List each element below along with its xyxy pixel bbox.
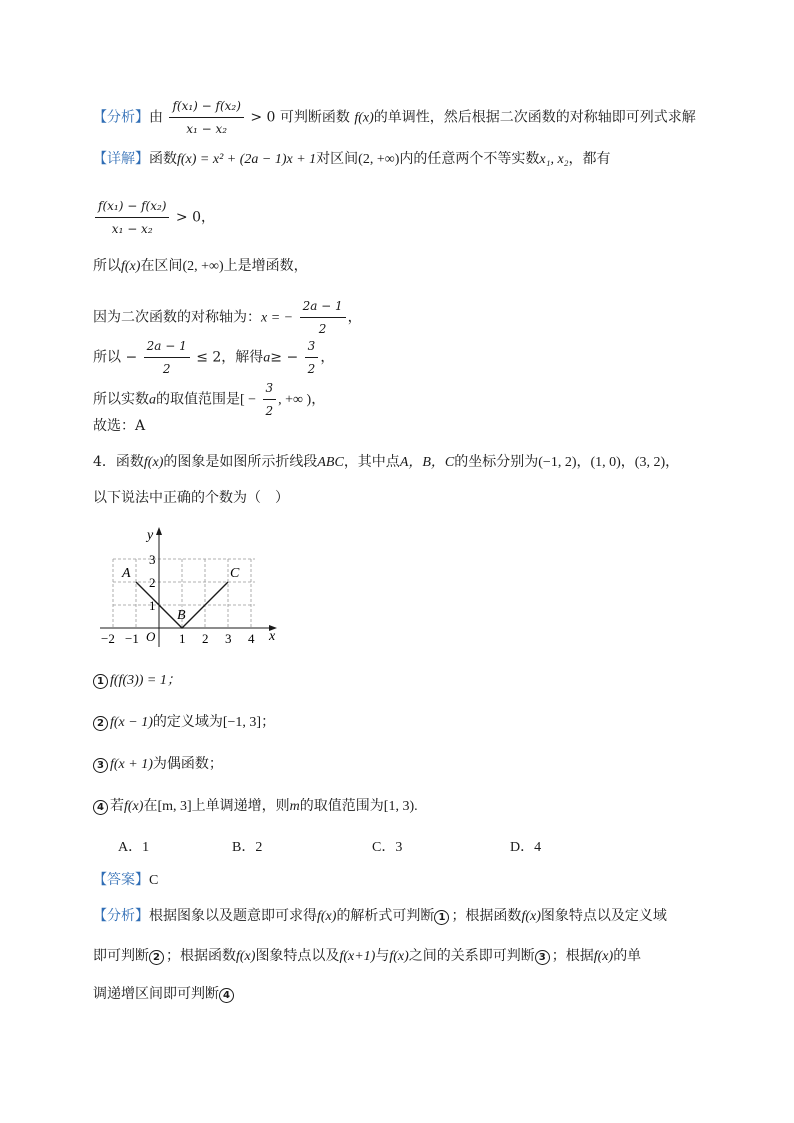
- option-c[interactable]: C．3: [372, 840, 403, 855]
- step3-text2: ≤ 2，解得: [196, 349, 264, 366]
- point-label-c: C: [230, 566, 240, 581]
- answer-tag: 【答案】: [93, 872, 149, 888]
- step2-lhs: x = −: [261, 310, 294, 326]
- step2-tail: ，: [347, 309, 362, 326]
- analysis2-fx1: f(x+1): [339, 949, 376, 964]
- statement-3-fx: f(x + 1): [110, 757, 153, 772]
- circled-number: 1: [434, 910, 449, 925]
- step1-text2: 在区间: [140, 258, 183, 274]
- step1-text3: 上是增函数，: [223, 258, 308, 274]
- statement-4-text-g: 的取值范围为: [299, 798, 384, 814]
- q4-text-d: 的坐标分别为: [454, 454, 539, 470]
- statement-2-text: 的定义域为: [152, 714, 223, 730]
- step3-line: [93, 336, 334, 379]
- q4-points: A，B，C: [399, 455, 455, 470]
- detail-text4: ，都有: [568, 151, 611, 167]
- detail-formula: f(x) = x² + (2a − 1)x + 1: [177, 152, 317, 167]
- analysis2-fx: f(x): [389, 949, 409, 964]
- statement-1-text: f(f(3)) = 1；: [110, 673, 181, 688]
- y-axis-label: y: [147, 528, 154, 543]
- step3-text1: 所以 −: [93, 349, 138, 366]
- y-tick-label: 2: [149, 575, 156, 590]
- analysis2-text: 之间的关系即可判断: [408, 948, 535, 964]
- fraction-numerator: 3: [263, 378, 277, 400]
- step4-var: a: [149, 392, 156, 408]
- detail-text1: 函数: [149, 151, 177, 167]
- analysis1-line: [93, 96, 696, 139]
- detail-tag: 【详解】: [93, 151, 149, 167]
- step1-line: [93, 256, 308, 277]
- circled-number: 3: [535, 950, 550, 965]
- step4-close: , +∞ ): [278, 392, 312, 408]
- analysis2-fx: f(x): [521, 909, 541, 924]
- analysis2-fx: f(x): [236, 949, 256, 964]
- statement-4: [93, 796, 418, 817]
- step3-text3: ≥ −: [270, 349, 299, 366]
- statement-2-fx: f(x − 1): [110, 715, 153, 730]
- analysis2-line1: [93, 906, 667, 927]
- step2-line: [93, 296, 362, 339]
- x-tick-label: 3: [225, 631, 232, 646]
- detail-fraction: [95, 196, 169, 239]
- statement-2: [93, 712, 275, 733]
- step3-var: a: [263, 350, 271, 366]
- y-tick-label: 1: [149, 598, 156, 613]
- x-tick-label: 4: [248, 631, 255, 646]
- choose-line: 故选：A: [93, 418, 146, 434]
- option-d[interactable]: D．4: [510, 840, 542, 855]
- analysis2-text: 图象特点以及: [255, 948, 340, 964]
- x-axis-label: x: [269, 629, 276, 644]
- fraction-denominator: x₁ − x₂: [111, 222, 153, 236]
- circled-number: 4: [93, 800, 108, 815]
- q4-abc: ABC: [317, 455, 344, 470]
- analysis2-text: ；根据: [551, 948, 594, 964]
- step1-text1: 所以: [93, 258, 121, 274]
- y-tick-label: 3: [149, 552, 156, 567]
- statement-2-interval: [−1, 3]；: [222, 715, 276, 730]
- fraction-numerator: 3: [305, 336, 319, 358]
- analysis2-text: 根据图象以及题意即可求得: [149, 908, 317, 924]
- detail-line: [93, 149, 611, 170]
- fraction-numerator: 2a − 1: [300, 296, 346, 318]
- circled-number: 4: [219, 988, 234, 1003]
- analysis2-text: 的单: [613, 948, 642, 964]
- step4-text2: 的取值范围是: [156, 391, 240, 408]
- step4-open: [ −: [240, 392, 257, 408]
- detail-interval: (2, +∞): [358, 152, 400, 167]
- x-tick-label: 2: [202, 631, 209, 646]
- function-graph: [95, 522, 285, 652]
- analysis2-text: 与: [375, 948, 390, 964]
- circled-number: 2: [93, 716, 108, 731]
- q4-text-b: 的图象是如图所示折线段: [163, 454, 318, 470]
- step3-tail: ，: [320, 349, 335, 366]
- step3-fraction2: [305, 336, 319, 379]
- statement-3-text: 为偶函数；: [152, 756, 223, 772]
- step4-fraction: [263, 378, 277, 421]
- fraction-denominator: 2: [307, 362, 316, 376]
- x-tick-label: −2: [101, 631, 115, 646]
- statement-4-range: [1, 3).: [383, 799, 418, 814]
- analysis1-text2: > 0 可判断函数: [250, 109, 350, 126]
- step1-interval: (2, +∞): [182, 259, 224, 274]
- fraction-numerator: f(x₁) − f(x₂): [95, 196, 169, 218]
- statement-4-text-e: 上单调递增，则: [191, 798, 290, 814]
- point-label-b: B: [177, 608, 186, 623]
- answer-value: C: [149, 873, 159, 888]
- statement-4-text-c: 在: [143, 798, 158, 814]
- analysis1-text1: 由: [149, 109, 163, 126]
- statement-4-fx: f(x): [124, 799, 144, 814]
- analysis1-fraction: [169, 96, 243, 139]
- q4-fx: f(x): [143, 455, 164, 470]
- point-label-a: A: [122, 566, 131, 581]
- analysis2-line2: [93, 946, 641, 967]
- analysis1-tag: 【分析】: [93, 109, 149, 126]
- step1-fx: f(x): [121, 259, 141, 274]
- circled-number: 2: [149, 950, 164, 965]
- detail-fraction-tail: > 0，: [175, 209, 215, 226]
- analysis2-text: 图象特点以及定义域: [540, 908, 667, 924]
- step2-text1: 因为二次函数的对称轴为：: [93, 309, 261, 326]
- option-a[interactable]: A．1: [118, 840, 150, 855]
- q4-text-a: 4．函数: [93, 454, 144, 470]
- statement-4-text-a: 若: [110, 798, 124, 814]
- y-axis-arrow: [156, 527, 162, 535]
- fraction-denominator: 2: [318, 322, 327, 336]
- option-b[interactable]: B．2: [232, 840, 263, 855]
- q4-text-c: ，其中点: [343, 454, 400, 470]
- analysis1-text3: 的单调性，然后根据二次函数的对称轴即可列式求解: [373, 109, 696, 126]
- analysis2-text: ；根据函数: [166, 948, 236, 964]
- circled-number: 1: [93, 674, 108, 689]
- analysis2-text: ；根据函数: [451, 908, 522, 924]
- step4-line: [93, 378, 325, 421]
- analysis2-line3: [93, 984, 236, 1004]
- analysis2-text: 调递增区间即可判断: [93, 986, 219, 1002]
- q4-line2: 以下说法中正确的个数为（ ）: [93, 490, 289, 506]
- analysis2-fx: f(x): [317, 909, 337, 924]
- fraction-numerator: f(x₁) − f(x₂): [169, 96, 243, 118]
- analysis2-tag: 【分析】: [93, 908, 149, 924]
- detail-vars: x₁, x₂: [539, 152, 569, 167]
- detail-fraction-line: [93, 196, 215, 239]
- analysis2-text: 的解析式可判断: [336, 908, 435, 924]
- statement-1: [93, 670, 181, 691]
- analysis2-fx: f(x): [593, 949, 614, 964]
- q4-line1: [93, 452, 679, 473]
- q4-coords: (−1, 2)，(1, 0)，(3, 2)，: [538, 455, 680, 470]
- statement-3: [93, 754, 223, 775]
- step4-tail: ，: [311, 391, 326, 408]
- circled-number: 3: [93, 758, 108, 773]
- fraction-numerator: 2a − 1: [144, 336, 190, 358]
- step4-text1: 所以实数: [93, 391, 149, 408]
- answer-line: [93, 870, 158, 891]
- x-tick-label: −1: [125, 631, 139, 646]
- statement-4-var: m: [289, 799, 300, 814]
- step2-fraction: [300, 296, 346, 339]
- statement-4-interval: [m, 3]: [157, 799, 192, 814]
- detail-text3: 内的任意两个不等实数: [399, 151, 540, 167]
- x-tick-label: 1: [179, 631, 186, 646]
- detail-text2: 对区间: [316, 151, 359, 167]
- analysis2-text: 即可判断: [93, 948, 149, 964]
- fraction-denominator: 2: [265, 404, 274, 418]
- step3-fraction: [144, 336, 190, 379]
- analysis1-fx: f(x): [354, 110, 374, 126]
- fraction-denominator: x₁ − x₂: [186, 122, 228, 136]
- fraction-denominator: 2: [162, 362, 171, 376]
- origin-label: O: [146, 629, 156, 644]
